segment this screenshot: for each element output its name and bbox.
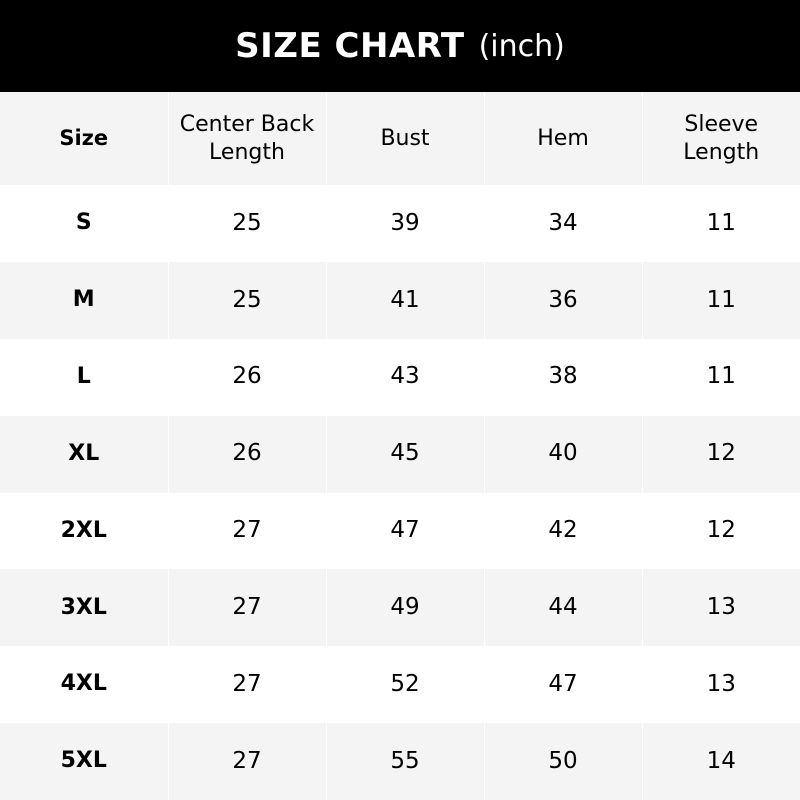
cell-sleeve-length: 14 [706, 747, 736, 774]
table-row [0, 416, 800, 493]
cell-size: 2XL [0, 493, 168, 570]
table-row [0, 339, 800, 416]
cell-center-back-length: 25 [168, 185, 326, 262]
cell-bust: 41 [326, 262, 484, 339]
cell-size: 5XL [0, 723, 168, 800]
title-unit-label: (inch) [478, 28, 565, 64]
cell-bust: 49 [326, 569, 484, 646]
cell-bust: 43 [326, 339, 484, 416]
cell-size: 4XL [0, 646, 168, 723]
cell-sleeve-length: 11 [706, 286, 736, 313]
cell-sleeve-length: 11 [706, 209, 736, 236]
page-title: SIZE CHART [235, 26, 465, 66]
column-header-size: Size [0, 92, 168, 185]
cell-bust: 52 [326, 646, 484, 723]
cell-hem: 50 [484, 723, 642, 800]
cell-center-back-length: 27 [168, 646, 326, 723]
cell-hem: 47 [484, 646, 642, 723]
cell-bust: 55 [326, 723, 484, 800]
table-row [0, 262, 800, 339]
table-row [0, 646, 800, 723]
column-header-sleeve-length: Sleeve Length [683, 112, 760, 165]
cell-hem: 34 [484, 185, 642, 262]
cell-sleeve-length: 11 [706, 363, 736, 390]
cell-sleeve-length: 12 [706, 440, 736, 467]
table-row [0, 569, 800, 646]
cell-sleeve-length: 13 [706, 594, 736, 621]
cell-size: 3XL [0, 569, 168, 646]
table-body [0, 185, 800, 800]
table-row [0, 493, 800, 570]
cell-bust: 39 [326, 185, 484, 262]
column-header-bust: Bust [326, 92, 484, 185]
column-header-hem: Hem [484, 92, 642, 185]
column-header-center-back-length: Center Back Length [168, 92, 326, 185]
cell-center-back-length: 27 [168, 723, 326, 800]
cell-size: M [0, 262, 168, 339]
cell-sleeve-length: 13 [706, 670, 736, 697]
cell-hem: 44 [484, 569, 642, 646]
cell-sleeve-length: 12 [706, 517, 736, 544]
cell-bust: 45 [326, 416, 484, 493]
cell-bust: 47 [326, 493, 484, 570]
table-header [0, 92, 800, 185]
cell-hem: 40 [484, 416, 642, 493]
cell-center-back-length: 26 [168, 339, 326, 416]
cell-size: L [0, 339, 168, 416]
cell-hem: 38 [484, 339, 642, 416]
cell-center-back-length: 27 [168, 569, 326, 646]
cell-size: XL [0, 416, 168, 493]
chart-title-bar [0, 0, 800, 92]
table-row [0, 723, 800, 800]
cell-center-back-length: 27 [168, 493, 326, 570]
cell-size: S [0, 185, 168, 262]
table-row [0, 185, 800, 262]
cell-center-back-length: 26 [168, 416, 326, 493]
cell-hem: 36 [484, 262, 642, 339]
size-table [0, 92, 800, 800]
cell-hem: 42 [484, 493, 642, 570]
table-header-row [0, 92, 800, 185]
cell-center-back-length: 25 [168, 262, 326, 339]
